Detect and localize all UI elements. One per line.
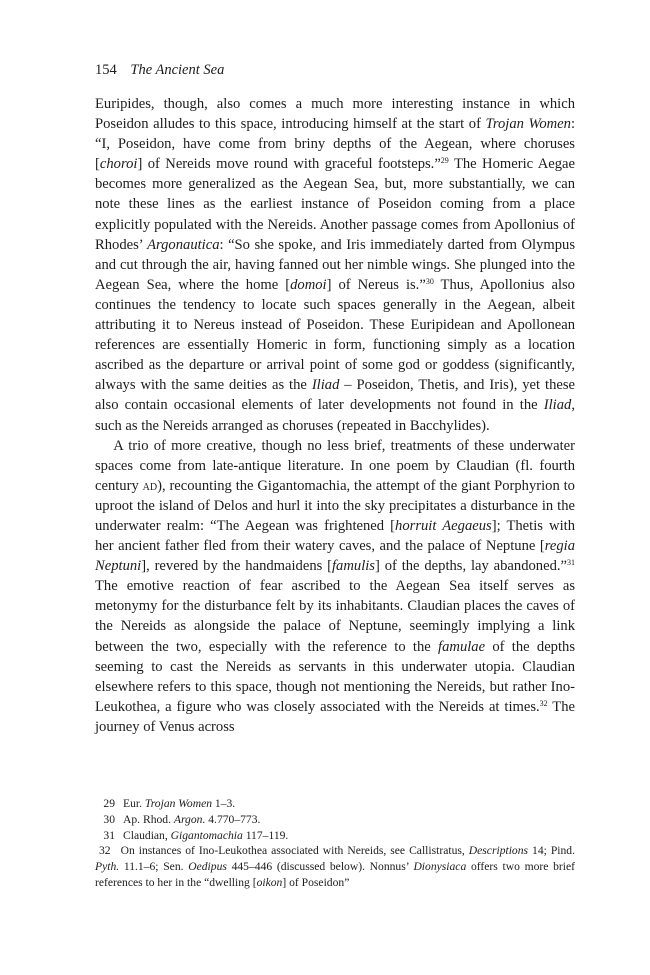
footnote-ref-32[interactable]: 32: [539, 698, 548, 708]
footnote-32: [95, 843, 575, 890]
text-run: The emotive reaction of fear ascribed to the Aegean Sea itself serves as metonymy for the disturbance felt by its inhabitants. Claudian places the caves of the Nereids as alongside the palace of Neptune, seemingly implying a link between the two, especially with the reference to the: [95, 578, 575, 655]
text-run: ] of Poseidon”: [282, 875, 350, 889]
footnote-text: [123, 796, 575, 812]
era-abbreviation: ad: [142, 477, 158, 494]
main-text: [95, 94, 575, 737]
italic-run: famulis: [332, 558, 375, 575]
text-run: ), recounting the Gigantomachia, the attempt of the giant Porphyrion to uproot the island of Delos and hurl it into the sky precipitates a disturbance in the underwater realm: “The Aegean was frightened [: [95, 477, 575, 534]
text-run: : “I, Poseidon, have come from briny depths of the Aegean, where choruses [: [95, 116, 576, 173]
text-run: 445–446 (discussed below). Nonnus’: [226, 860, 414, 874]
footnote-number: 32: [99, 844, 111, 858]
text-run: 1–3.: [212, 797, 236, 810]
italic-run: horruit Aegaeus: [395, 517, 492, 534]
text-run: ] of Nereus is.”: [326, 276, 426, 293]
text-run: of the depths seeming to cast the Nereids as servants in this underwater utopia. Claudian elsewhere refers to this space, though not mentioning the Nereids, but rather Ino-Leukothea, a figure who was closely associated with the Nereids at times.: [95, 638, 575, 715]
footnote-number: 29: [103, 797, 115, 810]
book-title: The Ancient Sea: [130, 62, 225, 78]
italic-run: Iliad: [311, 377, 340, 394]
text-run: : “So she spoke, and Iris immediately darted from Olympus and cut through the air, having fanned out her nimble wings. She plunged into the Aegean Sea, where the home [: [95, 236, 575, 293]
text-run: ]; Thetis with her ancient father fled from their watery caves, and the palace of Neptune [: [95, 517, 576, 555]
text-run: 14; Pind.: [528, 844, 575, 858]
italic-run: Argon.: [173, 812, 206, 826]
italic-run: Iliad: [543, 397, 572, 414]
footnote-text: [123, 828, 575, 844]
text-run: Claudian,: [123, 828, 171, 842]
italic-run: famulae: [438, 638, 486, 655]
footnote-text: [95, 844, 575, 889]
text-run: ] of the depths, lay abandoned.”: [374, 558, 567, 575]
text-run: The Homeric Aegae becomes more generalized as the Aegean Sea, but, more substantially, we can note these lines as the earliest instance of Poseidon coming from a place explicitly populated with the Nereids. Another passage comes from Apollonius of Rhodes’: [95, 156, 575, 253]
footnote-number: 31: [103, 828, 115, 842]
footnote-text: [123, 812, 575, 828]
paragraph-2: [95, 436, 575, 737]
text-run: On instances of Ino-Leukothea associated with Nereids, see Callistratus,: [120, 844, 469, 858]
text-run: ] of Nereids move round with graceful footsteps.”: [137, 156, 441, 173]
italic-run: domoi: [290, 276, 327, 293]
footnote-ref-30[interactable]: 30: [425, 276, 434, 286]
italic-run: Pyth.: [95, 860, 120, 874]
text-run: Ap. Rhod.: [123, 812, 174, 826]
footnotes: [95, 796, 575, 891]
footnote-29: [95, 796, 575, 812]
italic-run: Oedipus: [188, 860, 227, 874]
running-head: [95, 60, 224, 80]
footnote-ref-29[interactable]: 29: [440, 156, 449, 166]
italic-run: Descriptions: [468, 844, 529, 858]
text-run: offers two more brief references to her in the “dwelling [: [95, 860, 575, 889]
footnote-number: 30: [103, 812, 115, 826]
italic-run: Trojan Women: [485, 116, 571, 133]
text-run: 117–119.: [242, 828, 289, 842]
text-run: – Poseidon, Thetis, and Iris), yet these also contain occasional elements of later developments not found in the: [95, 377, 575, 414]
text-run: , such as the Nereids arranged as choruses (repeated in Bacchylides).: [95, 397, 575, 434]
text-run: Thus, Apollonius also continues the tendency to locate such spaces generally in the Aegean, albeit attributing it to Nereus instead of Poseidon. These Euripidean and Apollonean references are essentially Homeric in form, functioning simply as a location ascribed as the departure or arrival point of some god or goddess (significantly, always with the same deities as the: [95, 276, 575, 394]
text-run: ], revered by the handmaidens [: [141, 558, 332, 575]
footnote-ref-31[interactable]: 31: [567, 558, 575, 568]
text-run: Euripides, though, also comes a much more interesting instance in which Poseidon alludes to this space, introducing himself at the start of: [95, 96, 575, 133]
text-run: The journey of Venus across: [95, 698, 575, 735]
text-run: A trio of more creative, though no less brief, treatments of these underwater spaces come from late-antique literature. In one poem by Claudian (fl. fourth century: [95, 437, 575, 494]
italic-run: Trojan Women: [144, 797, 213, 810]
footnote-30: [95, 812, 575, 828]
text-run: 11.1–6; Sen.: [119, 860, 189, 874]
italic-run: oikon: [256, 875, 283, 889]
text-run: 4.770–773.: [205, 812, 261, 826]
footnote-31: [95, 828, 575, 844]
paragraph-1: [95, 94, 575, 436]
italic-run: Argonautica: [147, 236, 220, 253]
italic-run: Dionysiaca: [413, 860, 467, 874]
italic-run: choroi: [99, 156, 138, 173]
italic-run: regia Neptuni: [95, 538, 575, 575]
page-number: 154: [95, 62, 117, 78]
text-run: Eur.: [123, 797, 145, 810]
italic-run: Gigantomachia: [170, 828, 243, 842]
